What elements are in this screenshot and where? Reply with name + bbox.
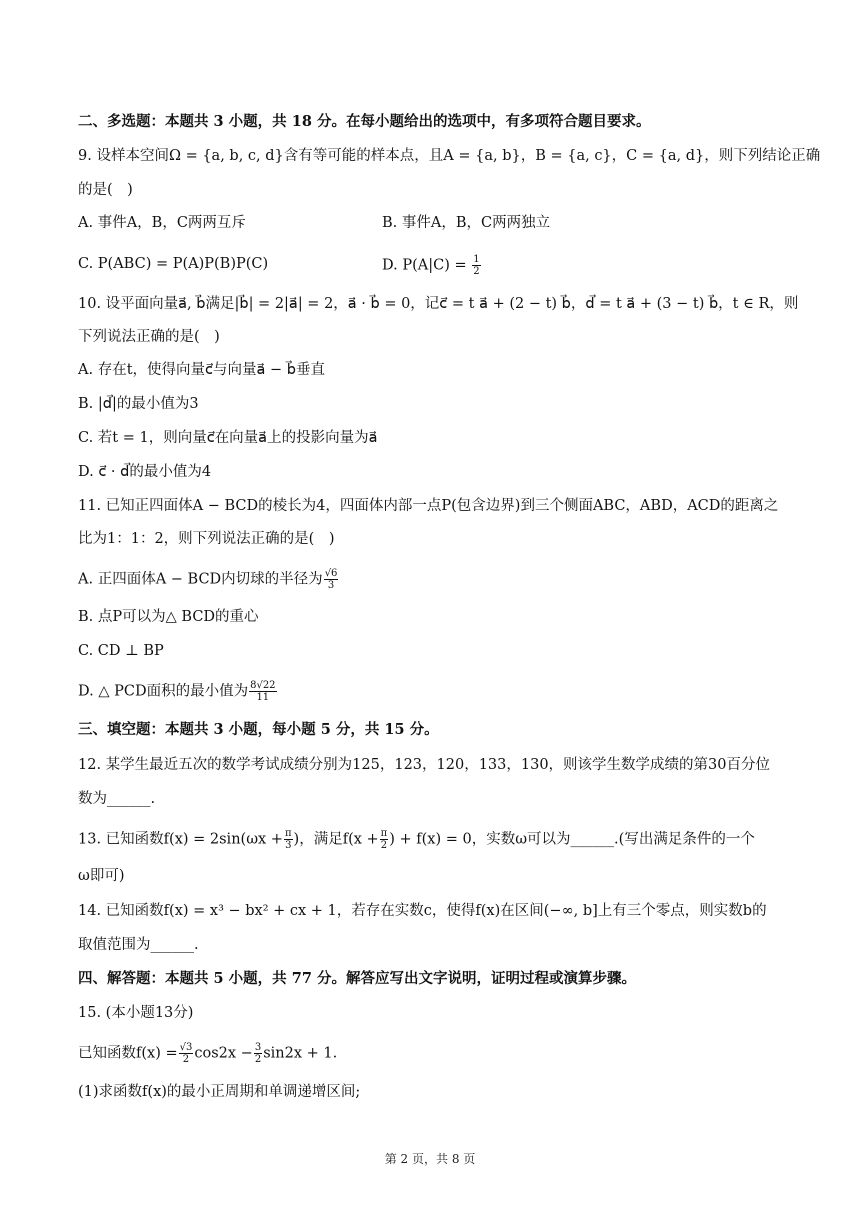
question-11-option-c: C. CD ⊥ BP <box>78 643 164 659</box>
question-9-option-a: A. 事件A，B，C两两互斥 <box>78 215 246 231</box>
question-14-stem-cont: 取值范围为______. <box>78 937 199 953</box>
fraction-pi-over-3: $\frac{\pi}{3}$ <box>284 828 292 851</box>
question-9-option-c: C. P(ABC) = P(A)P(B)P(C) <box>78 256 269 272</box>
question-10-option-b: B. |d⃗|的最小值为3 <box>78 396 199 412</box>
question-13-stem: 13. 已知函数f(x) = 2sin(ωx + $\frac{\pi}{3}$ )，满足f(x + $\frac{\pi}{2}$ ) + f(x) = 0，实数ω可以为______.(写出满足条件的一个 <box>78 828 755 851</box>
question-11-option-b: B. 点P可以为△ BCD的重心 <box>78 609 259 625</box>
question-9-stem: 9. 设样本空间Ω = {a, b, c, d}含有等可能的样本点，且A = {a, b}，B = {a, c}，C = {a, d}，则下列结论正确 <box>78 148 821 164</box>
question-9-option-d <box>382 254 482 277</box>
option-a-text: A. 正四面体A − BCD内切球的半径为 <box>78 571 323 588</box>
option-d-text: D. P(A|C) = <box>382 257 467 274</box>
question-10-option-c: C. 若t = 1，则向量c⃗在向量a⃗上的投影向量为a⃗ <box>78 430 378 446</box>
fraction-pi-over-2: $\frac{\pi}{2}$ <box>380 828 388 851</box>
question-15-part-1: (1)求函数f(x)的最小正周期和单调递增区间; <box>78 1084 361 1100</box>
question-10-stem-cont: 下列说法正确的是( ) <box>78 329 220 345</box>
section-4-heading: 四、解答题：本题共 5 小题，共 77 分。解答应写出文字说明，证明过程或演算步骤。 <box>78 970 636 987</box>
fraction-area: $\frac{8√22}{11}$ <box>250 680 276 703</box>
question-13-stem-cont: ω即可) <box>78 868 125 884</box>
question-12-stem-cont: 数为______. <box>78 791 156 807</box>
question-14-stem: 14. 已知函数f(x) = x³ − bx² + cx + 1，若存在实数c，使得f(x)在区间(−∞, b]上有三个零点，则实数b的 <box>78 903 767 919</box>
fraction-sqrt6-over-3: $\frac{√6}{3}$ <box>324 568 338 591</box>
question-12-stem: 12. 某学生最近五次的数学考试成绩分别为125，123，120，133，130，则该学生数学成绩的第30百分位 <box>78 757 770 773</box>
section-2-heading: 二、多选题：本题共 3 小题，共 18 分。在每小题给出的选项中，有多项符合题目要求。 <box>78 113 651 130</box>
question-11-stem-cont: 比为1：1：2，则下列说法正确的是( ) <box>78 531 335 547</box>
fraction-one-half: $\frac{1}{2}$ <box>473 254 480 277</box>
question-11-option-d <box>78 680 278 703</box>
question-10-option-d: D. c⃗ · d⃗的最小值为4 <box>78 464 212 480</box>
question-15-header: 15. (本小题13分) <box>78 1005 194 1021</box>
question-15-function: 已知函数f(x) = $\frac{√3}{2}$ cos2x − $\frac{3}{2}$ sin2x + 1. <box>78 1042 338 1065</box>
question-11-stem: 11. 已知正四面体A − BCD的棱长为4，四面体内部一点P(包含边界)到三个侧面ABC，ABD，ACD的距离之 <box>78 498 779 514</box>
page-footer: 第 2 页，共 8 页 <box>384 1152 476 1166</box>
question-10-stem: 10. 设平面向量a⃗, b⃗满足|b⃗| = 2|a⃗| = 2，a⃗ · b⃗ = 0，记c⃗ = t a⃗ + (2 − t) b⃗，d⃗ = t a⃗ + (3 − t) b⃗，t ∈ R，则 <box>78 296 799 312</box>
question-11-option-a <box>78 568 339 591</box>
section-3-heading: 三、填空题：本题共 3 小题，每小题 5 分，共 15 分。 <box>78 721 439 738</box>
fraction-sqrt3-over-2: $\frac{√3}{2}$ <box>179 1042 193 1065</box>
question-10-option-a: A. 存在t，使得向量c⃗与向量a⃗ − b⃗垂直 <box>78 362 325 378</box>
question-9-stem-cont: 的是( ) <box>78 182 133 198</box>
option-d-text: D. △ PCD面积的最小值为 <box>78 683 249 700</box>
question-9-option-b: B. 事件A，B，C两两独立 <box>382 215 551 231</box>
fraction-3-over-2: $\frac{3}{2}$ <box>254 1042 262 1065</box>
